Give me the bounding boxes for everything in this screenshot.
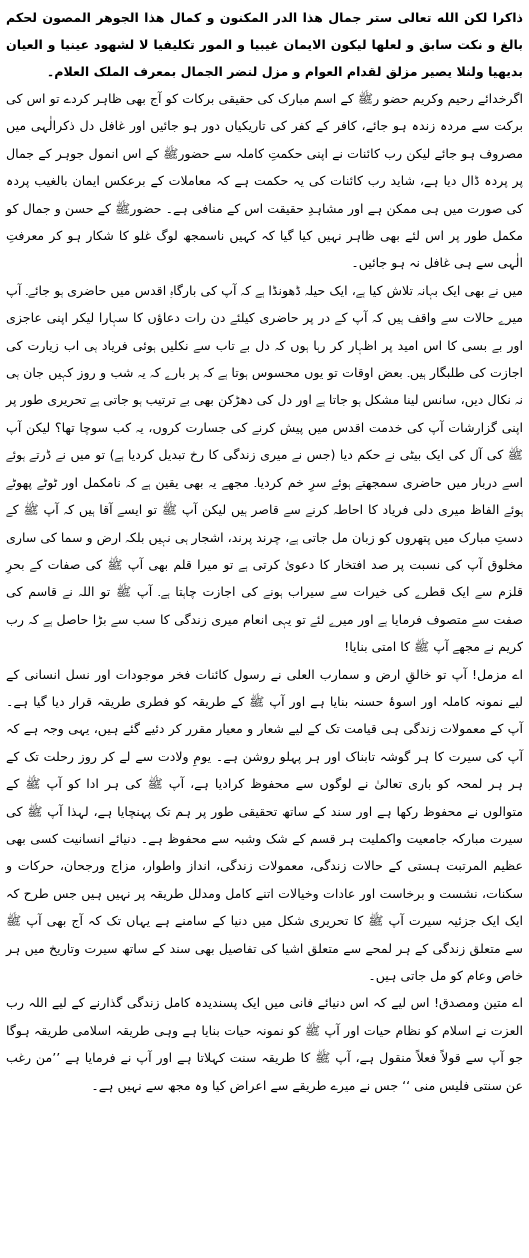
paragraph-1: اگرخدائے رحیم وکریم حضو رﷺ کے اسم مبارک کی حقیقی برکات کو آج بھی ظاہر کردے تو اس کی برکت سے مردہ زندہ ہو جائے، کافر کے کفر کی تاریکیاں دور ہو جائیں اور غافل دل ذکرالٰہی میں مصروف ہو جائے لیکن رب کائنات نے اپنی حکمتِ کاملہ سے حضورﷺ کے اس انمول جوہر کے جمال پر پردہ ڈال دیا ہے، شاید رب کائنات کی یہ حکمت ہے کہ معاملات کے برعکس ایمان بالغیب پردہ کی صورت میں ہی ممکن ہے اور مشاہدِ حقیقت اس کے منافی ہے۔ حضورﷺ کے حسن و جمال کو مکمل طور پر اس لئے بھی ظاہر نہیں کیا گیا کہ کہیں ناسمجھ لوگ غلو کا شکار ہو کر معرفتِ الٰہی سے ہی غافل نہ ہو جائیں۔ (6, 91, 523, 271)
paragraph-2: میں نے بھی ایک بہانہ تلاش کیا ہے، ایک حیلہ ڈھونڈا ہے کہ آپ کی بارگاہِ اقدس میں حاضری ہو جائے۔ آپ میرے حالات سے واقف ہیں کہ آپ کے در پر حاضری کیلئے دن رات دعاؤں کا سہارا لیکر اپنی عاجزی اور بے بسی کا اس امید پر اظہار کر رہا ہوں کہ دل بے تاب سے نکلیں ہوئی فریاد ہی اب زیارت کی اجازت کی طلبگار ہیں۔ بعض اوقات تو یوں محسوس ہوتا ہے کہ ہر بارے کہ یہ شب و روز کہیں جان ہی نہ نکال دیں، سانس لینا مشکل ہو جاتا ہے اور دل کی دھڑکن بھی بے ترتیب ہو جاتی ہے تحریری طور پر اپنی گزارشات آپ کی خدمت اقدس میں پیش کرنے کی جسارت کروں، یہ کب سوچا تھا؟ لیکن آپ ﷺ کی آل کی ایک بیٹی نے حکم دیا (جس نے میری زندگی کا رخ تبدیل کردیا ہے) تو میں نے ڈرتے ہوئے اسے دربار میں حاضری سمجھتے ہوئے سرِ خم کردیا۔ مجھے یہ بھی یقین ہے کہ نامکمل اور ٹوٹے پھوٹے ہوئے الفاظ میری دلی فریاد کا احاطہ کرنے سے قاصر ہیں لیکن آپ ﷺ تو ایسے آقا ہیں کہ آپ ﷺ کے دستِ مبارک میں پتھروں کو زبان مل جاتی ہے، چرند پرند، اشجار ہی نہیں بلکہ ارض و سما کی ساری مخلوق آپ کی نسبت پر صد افتخار کا دعویٰ کرتی ہے تو میرا قلم بھی آپ ﷺ کی صفات کے بحرِ قلزم سے ایک قطرے کی خیرات سے سیراب ہونے کی اجازت چاہتا ہے۔ آپ ﷺ تو اللہ نے قاسم کی صفت سے متصوف فرمایا ہے اور میرے لئے تو یہی انعام میری زندگی کا سب سے بڑا حاصل ہے کہ رب کریم نے مجھے آپ ﷺ کا امتی بنایا! (6, 282, 523, 655)
paragraph-4: اے متین ومصدق! اس لیے کہ اس دنیائے فانی میں ایک پسندیدہ کامل زندگی گذارنے کے لیے اللہ رب العزت نے اسلام کو نظام حیات اور آپ ﷺ کو نمونہ حیات بنایا ہے وہی طریقہ اسلامی طریقہ ہوگا جو آپ سے قولاً فعلاً منقول ہے، آپ ﷺ کا طریقہ سنت کہلاتا ہے اور آپ نے فرمایا ہے ’’من رغب عن سنتی فلیس منی ‘‘ جس نے میرے طریقے سے اعراض کیا وہ مجھ سے نہیں ہے۔ (6, 995, 523, 1093)
arabic-intro-text: ذاکرا لکن الله تعالی ستر جمال هذا الدر المکنون و کمال هذا الجوهر المصون لحکم بالغ و نکت سابق و لعلها لیکون الایمان غیبیا و المور تکلیفیا لا لشهود عینیا و العیان بدیهیا ولنلا یصیر مزلق لقدام العوام و مزل لنضر الجمال بمعرف الملک العلام۔ (6, 10, 523, 79)
paragraph-3: اے مزمل! آپ تو خالقِ ارض و سمارب العلی نے رسول کائنات فخر موجودات اور نسل انسانی کے لیے نمونہ کاملہ اور اسوۂ حسنہ بنایا ہے اور آپ ﷺ کے طریقہ کو فطری طریقہ قرار دیا گیا ہے۔ آپ کے معمولات زندگی ہی قیامت تک کے لیے شعار و معیار مقرر کر دئیے گئے ہیں، یہی وجہ ہے کہ آپ کی سیرت کا ہر گوشہ تابناک اور ہر پہلو روشن ہے۔ یومِ ولادت سے لے کر روز رحلت تک کے ہر ہر لمحہ کو باری تعالیٰ نے لوگوں سے محفوظ کرادیا ہے، آپ ﷺ کی ہر ادا کو آپ ﷺ کے متوالوں نے محفوظ رکھا ہے اور سند کے ساتھ تحقیقی طور پر ہم تک پہنچایا ہے، لہذا آپ ﷺ کی سیرت مبارکہ جامعیت واکملیت ہر قسم کے شک وشبہ سے محفوظ ہے۔ دنیائے انسانیت کسی بھی عظیم المرتبت ہستی کے حالات زندگی، معمولات زندگی، انداز واطوار، مزاج ورجحان، حرکات و سکنات، نشست و برخاست اور عادات وخیالات اتنے کامل ومدلل طریقہ پر نہیں ہیں جس طرح کہ ایک ایک جزئیہ سیرت آپ ﷺ کا تحریری شکل میں دنیا کے سامنے ہے یہاں تک کہ آج بھی آپ ﷺ سے متعلق زندگی کے ہر لمحے سے متعلق اشیا کی تفاصیل بھی سند کے ساتھ سیرت وتاریخ میں ہر خاص وعام کو مل جاتی ہیں۔ (6, 666, 523, 983)
